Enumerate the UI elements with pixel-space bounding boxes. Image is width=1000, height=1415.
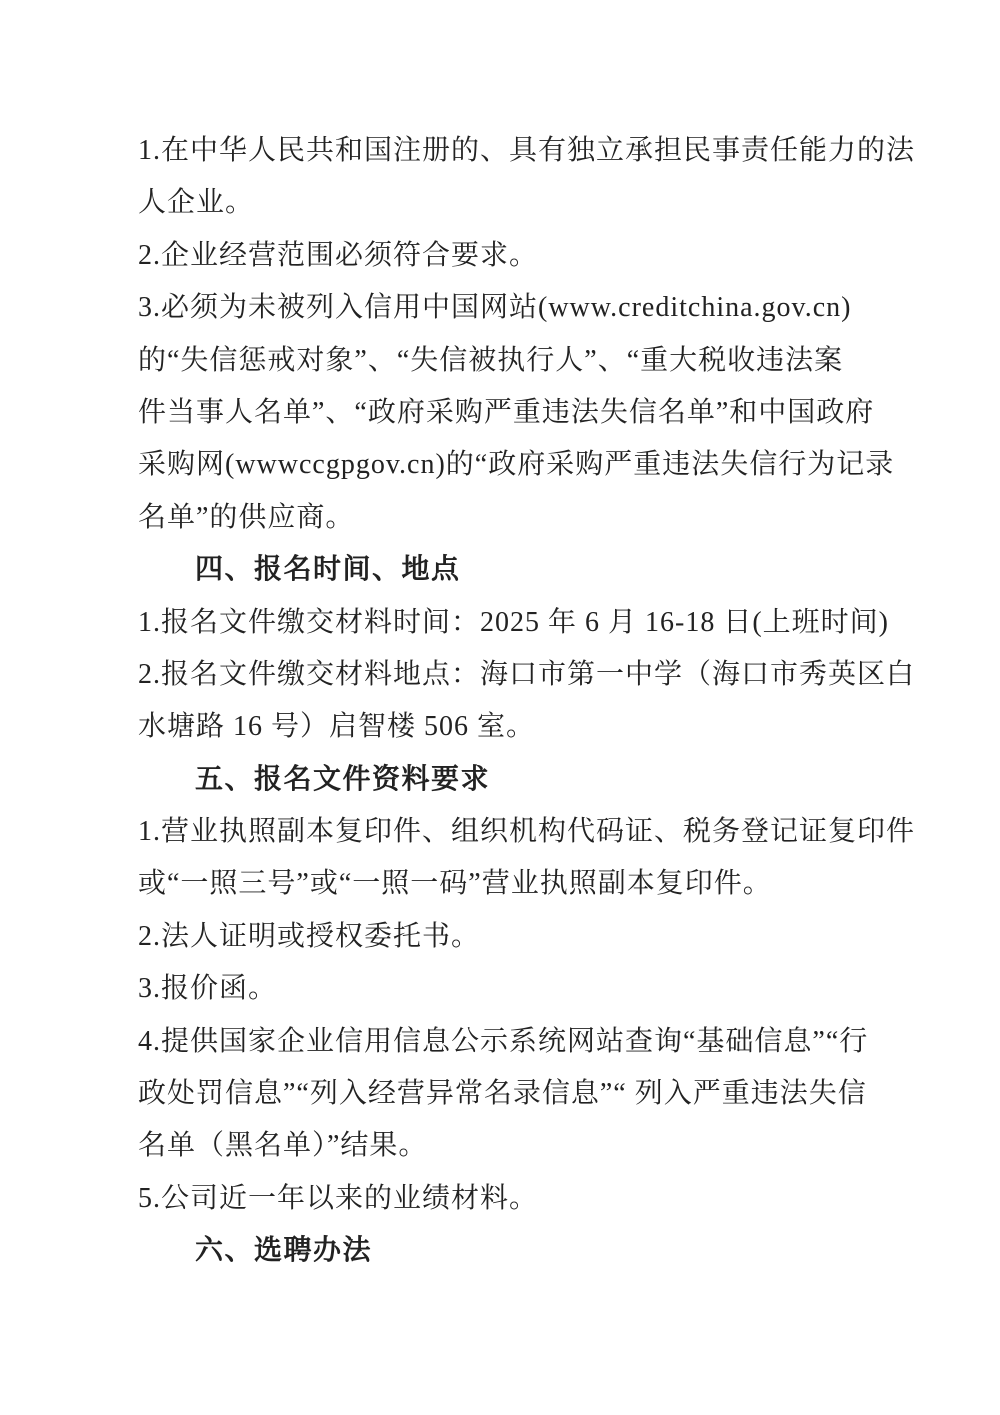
- document-line: 1.在中华人民共和国注册的、具有独立承担民事责任能力的法: [138, 135, 916, 166]
- document-line: 水塘路 16 号）启智楼 506 室。: [138, 711, 536, 743]
- document-line: 2.企业经营范围必须符合要求。: [138, 239, 539, 271]
- document-line: 1.报名文件缴交材料时间：2025 年 6 月 16-18 日(上班时间): [138, 606, 889, 638]
- document-line: 人企业。: [138, 187, 255, 219]
- document-line: 5.公司近一年以来的业绩材料。: [138, 1182, 539, 1214]
- document-line: 4.提供国家企业信用信息公示系统网站查询“基础信息”“行: [138, 1025, 869, 1057]
- section-heading: 四、报名时间、地点: [195, 554, 461, 586]
- document-line: 3.必须为未被列入信用中国网站(www.creditchina.gov.cn): [138, 292, 852, 324]
- section-heading: 五、报名文件资料要求: [195, 763, 491, 795]
- document-line: 或“一照三号”或“一照一码”营业执照副本复印件。: [138, 868, 772, 900]
- document-line: 名单（黑名单）”结果。: [138, 1130, 428, 1162]
- document-line: 采购网(wwwccgpgov.cn)的“政府采购严重违法失信行为记录: [138, 449, 895, 481]
- document-body: [138, 125, 916, 1278]
- document-line: 2.报名文件缴交材料地点：海口市第一中学（海口市秀英区白: [138, 658, 916, 690]
- document-line: 3.报价函。: [138, 973, 278, 1005]
- document-line: 名单”的供应商。: [138, 501, 355, 533]
- document-line: 2.法人证明或授权委托书。: [138, 920, 481, 952]
- document-line: 1.营业执照副本复印件、组织机构代码证、税务登记证复印件: [138, 816, 916, 848]
- document-line: 件当事人名单”、“政府采购严重违法失信名单”和中国政府: [138, 396, 875, 428]
- document-line: 政处罚信息”“列入经营异常名录信息”“ 列入严重违法失信: [138, 1078, 867, 1110]
- document-line: 的“失信惩戒对象”、“失信被执行人”、“重大税收违法案: [138, 344, 844, 376]
- section-heading: 六、选聘办法: [195, 1235, 373, 1267]
